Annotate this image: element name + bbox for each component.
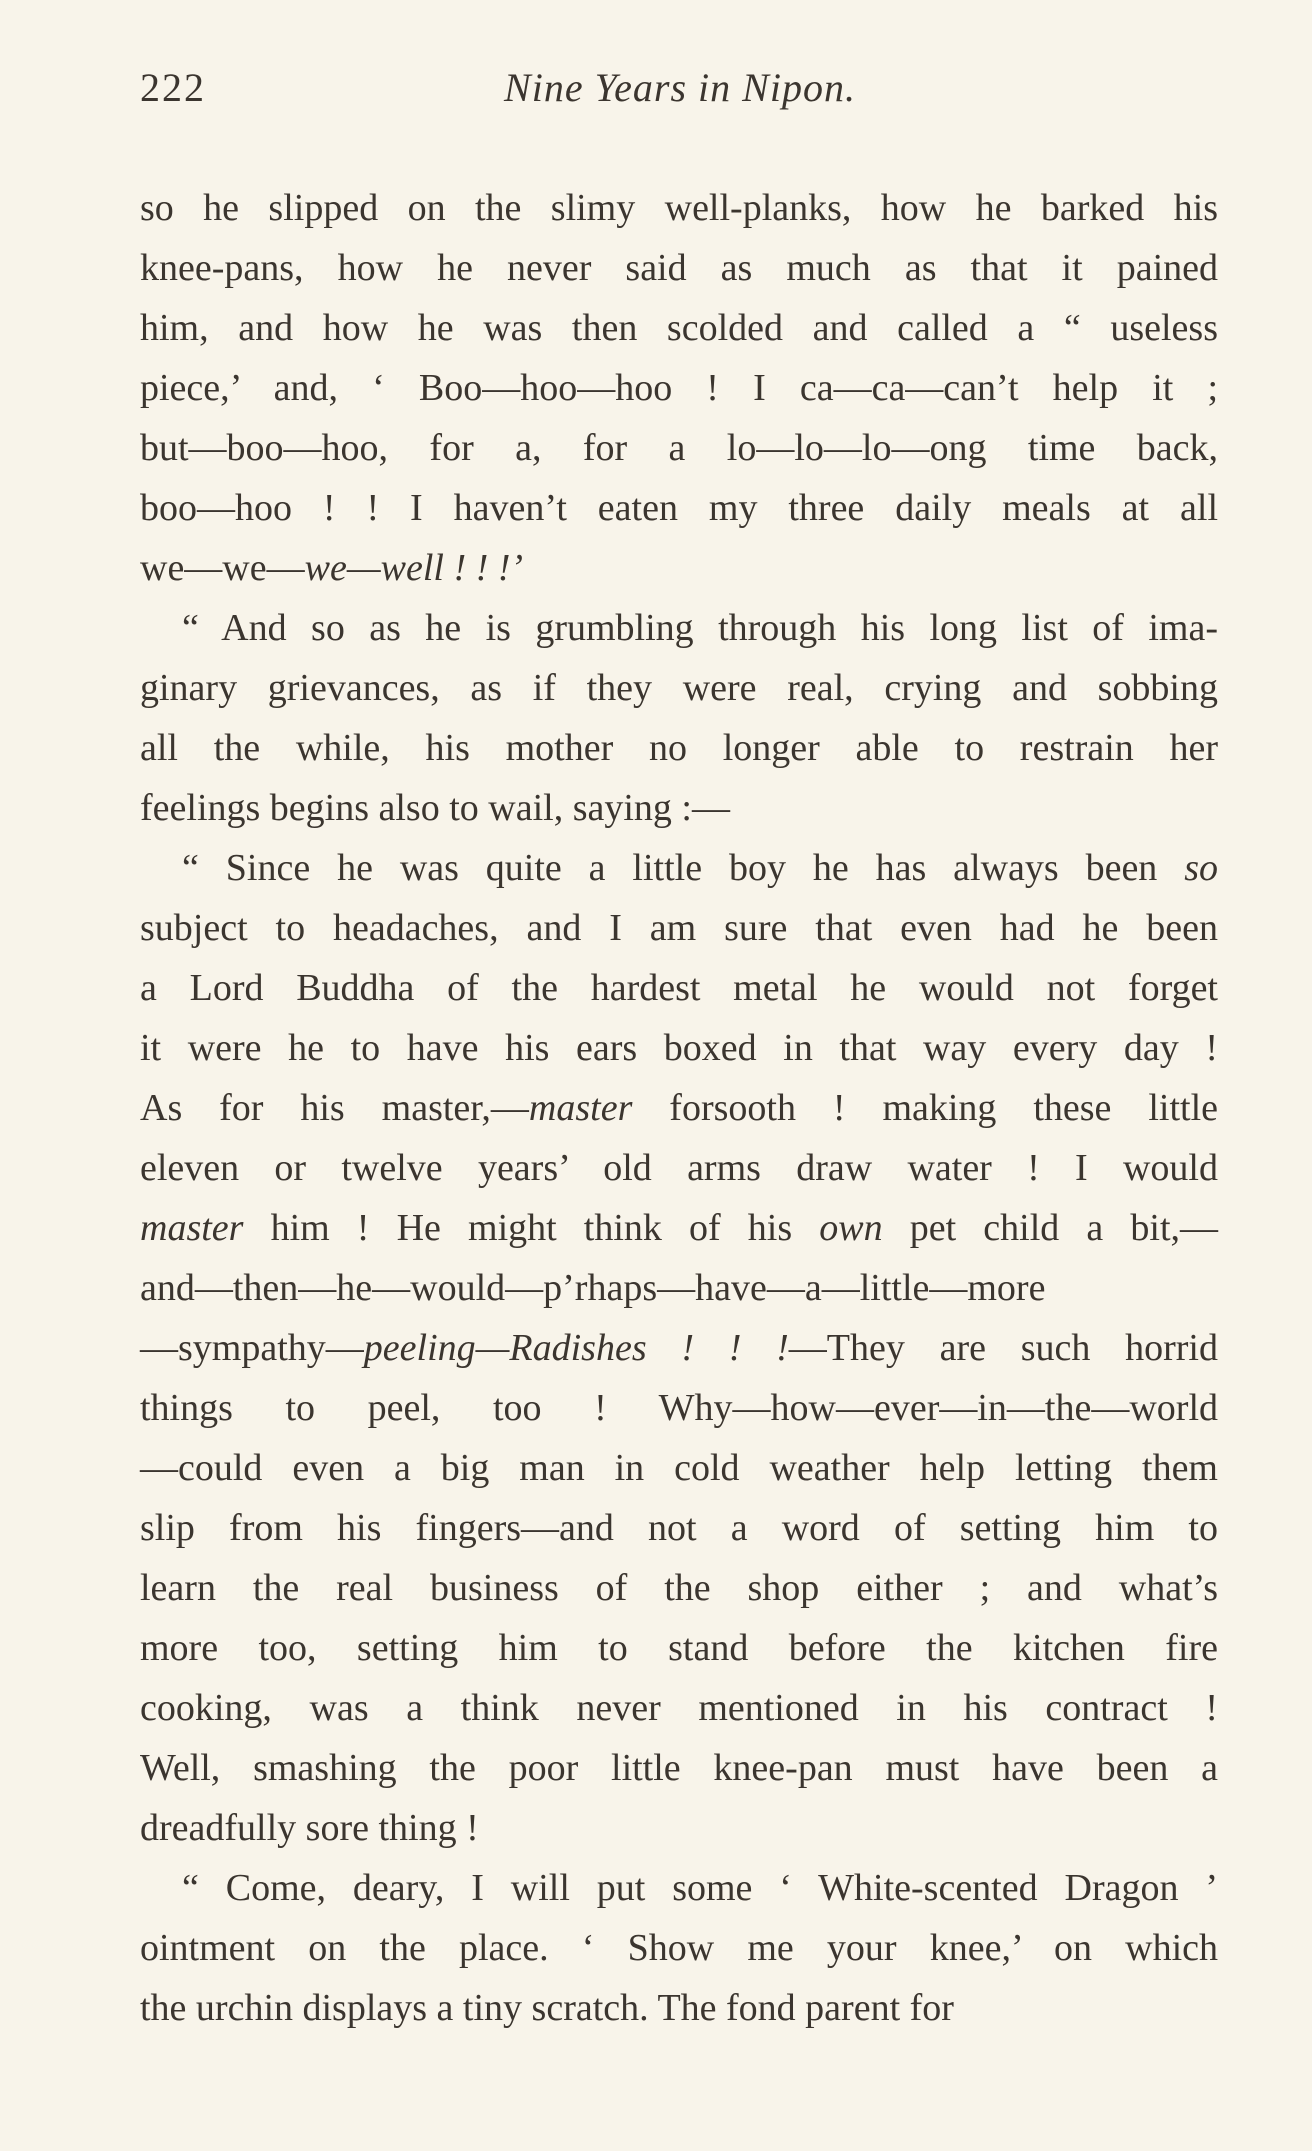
italic-text: peeling—Radishes ! ! ! [363,1327,789,1369]
text-line [140,298,1218,358]
text-segment: all the while, his mother no longer able to restrain her [140,727,1218,769]
page-header [140,64,1220,124]
text-segment: a Lord Buddha of the hardest metal he would not forget [140,967,1218,1009]
text-segment: but—boo—hoo, for a, for a lo—lo—lo—ong time back, [140,427,1218,469]
text-line [140,478,1218,538]
text-segment: we—we— [140,547,305,589]
text-line [140,898,1218,958]
text-segment: learn the real business of the shop either ; and what’s [140,1567,1218,1609]
text-segment: more too, setting him to stand before the kitchen fire [140,1627,1218,1669]
text-line [140,718,1218,778]
page-number: 222 [140,65,206,110]
text-line [140,1498,1218,1558]
text-segment: —They are such horrid [788,1327,1218,1369]
text-line [140,538,1218,598]
text-segment: “ Since he was quite a little boy he has always been [182,847,1185,889]
text-segment: it were he to have his ears boxed in that way every day ! [140,1027,1218,1069]
italic-text: own [819,1207,883,1249]
text-segment: Well, smashing the poor little knee-pan must have been a [140,1747,1218,1789]
text-line [140,958,1218,1018]
text-line [140,838,1218,898]
text-line [140,1258,1218,1318]
text-line [140,1318,1218,1378]
text-line [140,1738,1218,1798]
text-segment: things to peel, too ! Why—how—ever—in—the—world [140,1387,1218,1429]
text-line [140,1558,1218,1618]
italic-text: master [140,1207,244,1249]
text-line [140,598,1218,658]
text-segment: dreadfully sore thing ! [140,1807,479,1849]
text-line [140,1138,1218,1198]
text-segment: slip from his fingers—and not a word of setting him to [140,1507,1218,1549]
text-segment: him, and how he was then scolded and called a “ useless [140,307,1218,349]
text-line [140,238,1218,298]
text-segment: cooking, was a think never mentioned in his contract ! [140,1687,1218,1729]
text-line [140,1078,1218,1138]
text-segment: “ Come, deary, I will put some ‘ White-scented Dragon ’ [182,1867,1218,1909]
text-segment: and—then—he—would—p’rhaps—have—a—little—more [140,1267,1046,1309]
text-line [140,418,1218,478]
text-segment: —could even a big man in cold weather help letting them [140,1447,1218,1489]
italic-text: master [528,1087,633,1129]
italic-text: we—well ! ! !’ [304,547,524,589]
text-line [140,778,1218,838]
text-segment: boo—hoo ! ! I haven’t eaten my three daily meals at all [140,487,1218,529]
text-segment: feelings begins also to wail, saying :— [140,787,730,829]
text-line [140,1618,1218,1678]
text-segment: piece,’ and, ‘ Boo—hoo—hoo ! I ca—ca—can’t help it ; [140,367,1218,409]
text-segment: ointment on the place. ‘ Show me your knee,’ on which [140,1927,1218,1969]
text-segment: forsooth ! making these little [632,1087,1218,1129]
text-segment: —sympathy— [140,1327,364,1369]
italic-text: so [1184,847,1218,889]
text-line [140,1918,1218,1978]
text-segment: ginary grievances, as if they were real, crying and sobbing [140,667,1218,709]
text-segment: subject to headaches, and I am sure that even had he been [140,907,1218,949]
text-line [140,1438,1218,1498]
text-line [140,1978,1218,2038]
text-line [140,358,1218,418]
running-title: Nine Years in Nipon. [504,65,856,110]
text-segment: knee-pans, how he never said as much as that it pained [140,247,1218,289]
text-segment: him ! He might think of his [243,1207,820,1249]
text-line [140,1858,1218,1918]
body-text [140,178,1218,2038]
text-segment: so he slipped on the slimy well-planks, how he barked his [140,187,1218,229]
text-segment: the urchin displays a tiny scratch. The fond parent for [140,1987,954,2029]
text-line [140,1378,1218,1438]
text-line [140,1678,1218,1738]
text-line [140,1018,1218,1078]
text-segment: As for his master,— [140,1087,529,1129]
text-segment: eleven or twelve years’ old arms draw water ! I would [140,1147,1218,1189]
text-line [140,1798,1218,1858]
text-segment: pet child a bit,— [882,1207,1219,1249]
text-line [140,1198,1218,1258]
text-line [140,178,1218,238]
text-segment: “ And so as he is grumbling through his long list of ima- [182,607,1218,649]
text-line [140,658,1218,718]
